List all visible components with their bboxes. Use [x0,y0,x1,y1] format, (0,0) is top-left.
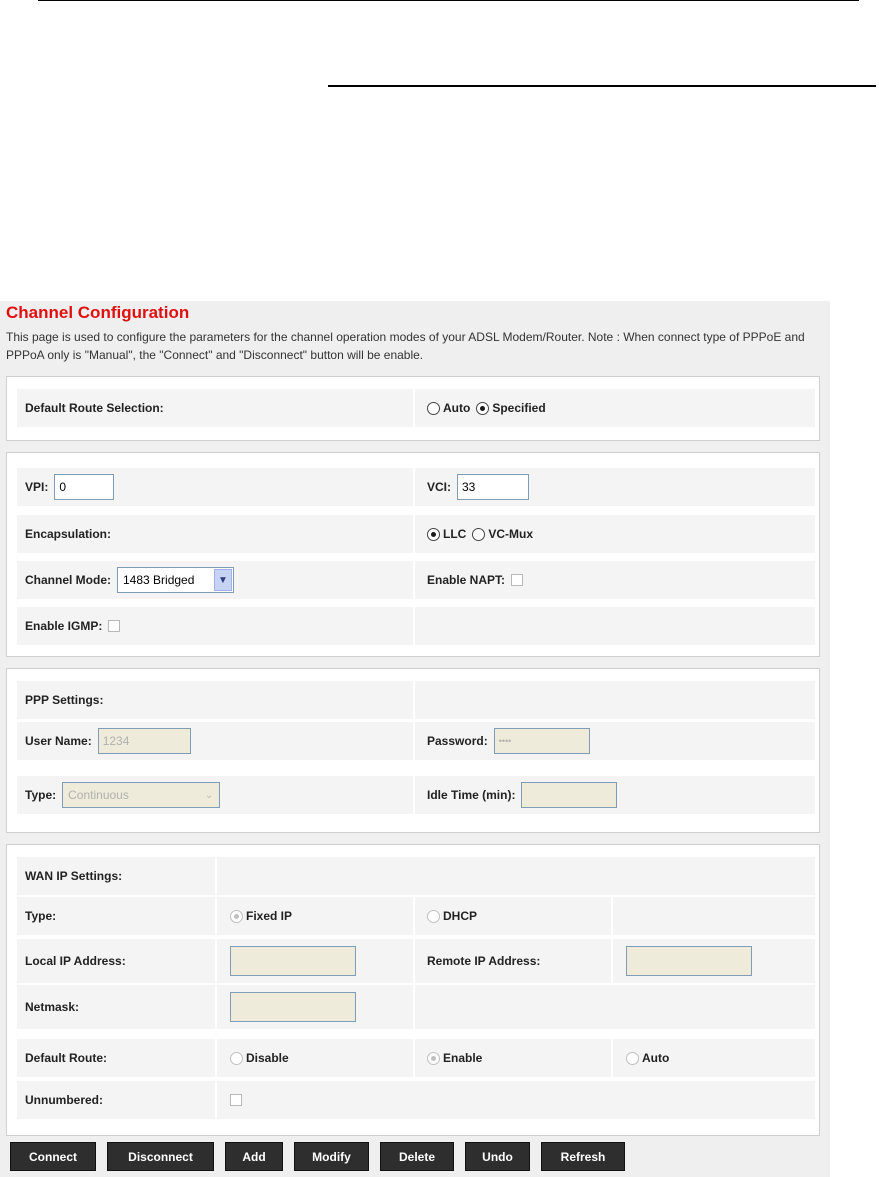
enable-napt-checkbox[interactable] [511,574,523,586]
empty-cell [217,857,815,895]
ppp-section-label: PPP Settings: [25,693,104,707]
connect-button[interactable]: Connect [10,1142,96,1171]
vpi-label: VPI: [25,480,49,494]
vci-input[interactable]: 33 [457,474,529,500]
enable-napt-cell [415,561,815,599]
wan-default-route-enable-label: Enable [443,1051,483,1065]
vpi-vci-row [17,468,815,506]
ppp-type-value: Continuous [68,788,129,802]
wan-default-route-disable-cell [217,1039,413,1077]
disconnect-button[interactable]: Disconnect [107,1142,214,1171]
local-ip-label: Local IP Address: [25,954,126,968]
netmask-row [17,985,815,1029]
channel-settings-box [6,452,820,657]
idle-time-input[interactable] [521,782,617,808]
header-rule [328,85,876,87]
unnumbered-label: Unnumbered: [25,1093,103,1107]
vci-cell [415,468,815,506]
unnumbered-row [17,1081,815,1119]
wan-section-label-cell [17,857,215,895]
ppp-header-row [17,681,815,719]
empty-cell [613,897,815,935]
default-route-auto-label: Auto [443,401,471,415]
enable-igmp-checkbox[interactable] [108,620,120,632]
local-ip-label-cell [17,939,215,983]
username-input[interactable]: 1234 [98,728,191,754]
default-route-selection-box [6,376,820,441]
remote-ip-input[interactable] [626,946,752,976]
enable-igmp-row [17,607,815,645]
netmask-label: Netmask: [25,1000,80,1014]
default-route-selection-row [17,389,815,427]
encapsulation-vcmux-radio[interactable] [472,528,485,541]
local-ip-input-cell [217,939,413,983]
ppp-type-label: Type: [25,788,57,802]
wan-default-route-enable-radio[interactable] [427,1052,440,1065]
password-cell [415,722,815,760]
netmask-label-cell [17,985,215,1029]
wan-default-route-label: Default Route: [25,1051,107,1065]
default-route-specified-radio[interactable] [476,402,489,415]
top-rule [38,0,859,1]
enable-igmp-cell [17,607,413,645]
enable-napt-label: Enable NAPT: [427,573,506,587]
default-route-selection-label-cell [17,389,413,427]
wan-section-label: WAN IP Settings: [25,869,123,883]
vci-label: VCI: [427,480,451,494]
netmask-input-cell [217,985,413,1029]
wan-type-label: Type: [25,909,57,923]
encapsulation-row [17,515,815,553]
unnumbered-checkbox[interactable] [230,1094,242,1106]
vpi-input[interactable]: 0 [54,474,114,500]
idle-time-cell [415,776,815,814]
wan-ip-settings-box [6,844,820,1136]
channel-mode-label: Channel Mode: [25,573,111,587]
empty-cell [415,985,815,1029]
wan-type-fixed-ip-radio[interactable] [230,910,243,923]
ppp-type-row [17,776,815,814]
remote-ip-label-cell [415,939,611,983]
channel-mode-value: 1483 Bridged [123,573,195,587]
remote-ip-label: Remote IP Address: [427,954,541,968]
empty-cell [415,607,815,645]
wan-default-route-enable-cell [415,1039,611,1077]
chevron-down-icon[interactable]: ▼ [214,569,232,591]
unnumbered-checkbox-cell [217,1081,815,1119]
vpi-cell [17,468,413,506]
wan-header-row [17,857,815,895]
wan-default-route-auto-cell [613,1039,815,1077]
encapsulation-label-cell [17,515,413,553]
username-cell [17,722,413,760]
wan-default-route-auto-radio[interactable] [626,1052,639,1065]
netmask-input[interactable] [230,992,356,1022]
ppp-settings-box [6,668,820,833]
encapsulation-llc-label: LLC [443,527,467,541]
default-route-selection-label: Default Route Selection: [25,401,164,415]
remote-ip-input-cell [613,939,815,983]
default-route-specified-label: Specified [492,401,546,415]
wan-default-route-row [17,1039,815,1077]
channel-mode-cell [17,561,413,599]
default-route-selection-options [415,389,815,427]
modify-button[interactable]: Modify [294,1142,369,1171]
wan-type-dhcp-cell [415,897,611,935]
page-title: Channel Configuration [6,303,190,322]
password-input[interactable]: •••• [494,728,590,754]
unnumbered-label-cell [17,1081,215,1119]
wan-type-row [17,897,815,935]
channel-configuration-panel [0,301,830,1177]
wan-default-route-disable-radio[interactable] [230,1052,243,1065]
undo-button[interactable]: Undo [465,1142,530,1171]
channel-mode-select[interactable] [117,567,234,593]
add-button[interactable]: Add [225,1142,283,1171]
wan-default-route-label-cell [17,1039,215,1077]
wan-default-route-auto-label: Auto [642,1051,670,1065]
ppp-type-cell [17,776,413,814]
wan-type-fixed-cell [217,897,413,935]
empty-cell [415,681,815,719]
action-button-bar [10,1142,625,1171]
encapsulation-llc-radio[interactable] [427,528,440,541]
wan-type-label-cell [17,897,215,935]
encapsulation-vcmux-label: VC-Mux [488,527,533,541]
delete-button[interactable]: Delete [380,1142,454,1171]
ip-address-row [17,939,815,983]
local-ip-input[interactable] [230,946,356,976]
encapsulation-label: Encapsulation: [25,527,112,541]
enable-igmp-label: Enable IGMP: [25,619,103,633]
wan-type-fixed-ip-label: Fixed IP [246,909,293,923]
username-label: User Name: [25,734,92,748]
encapsulation-options [415,515,815,553]
ppp-type-select[interactable] [62,782,220,808]
wan-type-dhcp-radio[interactable] [427,910,440,923]
wan-type-dhcp-label: DHCP [443,909,478,923]
page-description: This page is used to configure the parameters for the channel operation modes of your ADSL Modem/Router. Note : When connect type of PPPoE and PPPoA only is "Manual", the "Connect" and "Disconnect" button will be enable. [6,330,805,362]
password-label: Password: [427,734,488,748]
wan-default-route-disable-label: Disable [246,1051,289,1065]
default-route-auto-radio[interactable] [427,402,440,415]
ppp-section-label-cell [17,681,413,719]
refresh-button[interactable]: Refresh [541,1142,625,1171]
idle-time-label: Idle Time (min): [427,788,516,802]
ppp-credentials-row [17,722,815,760]
channel-mode-row [17,561,815,599]
chevron-down-icon[interactable]: ⌄ [200,784,218,806]
